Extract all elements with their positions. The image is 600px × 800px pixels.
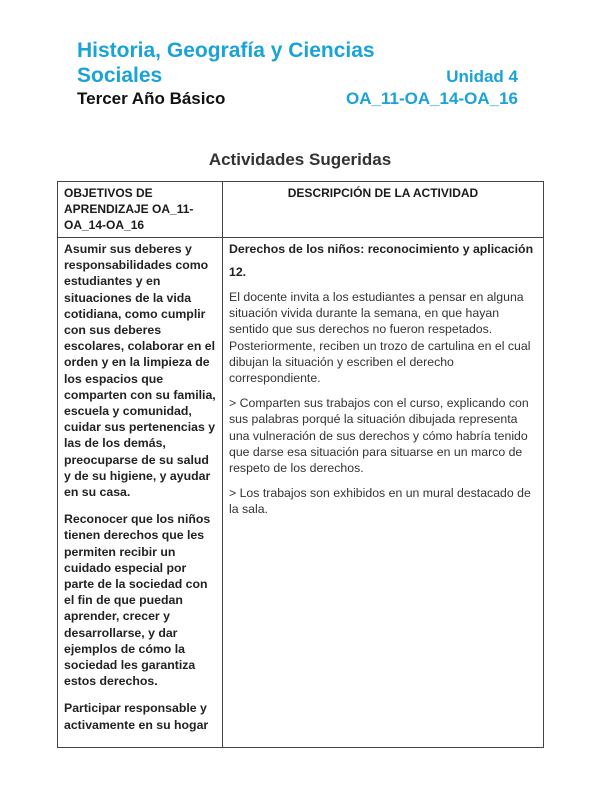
subject-title-line2: Sociales <box>77 64 163 87</box>
activity-paragraph: > Comparten sus trabajos con el curso, explicando con sus palabras porqué la situación dibujada representa una vulneración de sus derechos y cómo habría tenido que darse esa situación para situarse en un marco de respeto de los derechos. <box>229 396 529 476</box>
description-header: DESCRIPCIÓN DE LA ACTIVIDAD <box>223 182 544 238</box>
objectives-cell <box>58 238 223 748</box>
objective-item: Asumir sus deberes y responsabilidades como estudiantes y en situaciones de la vida cotidiana, como cumplir con sus deberes escolares, colaborar en el orden y en la limpieza de los espacios que comparten con su familia, escuela y comunidad, cuidar sus pertenencias y las de los demás, preocuparse de su salud y de su higiene, y ayudar en su casa. <box>64 242 216 500</box>
table-row <box>58 238 544 748</box>
activity-paragraph: > Los trabajos son exhibidos en un mural destacado de la sala. <box>229 486 531 517</box>
oa-codes-label: OA_11-OA_14-OA_16 <box>346 89 518 108</box>
activity-number: 12. <box>229 265 247 279</box>
objectives-header: OBJETIVOS DE APRENDIZAJE OA_11-OA_14-OA_16 <box>58 182 223 238</box>
activities-table <box>57 181 544 748</box>
objective-item: Reconocer que los niños tienen derechos que les permiten recibir un cuidado especial por parte de la sociedad con el fin de que puedan aprender, crecer y desarrollarse, y dar ejemplos de cómo la sociedad les garantiza estos derechos. <box>64 512 211 689</box>
activity-title: Derechos de los niños: reconocimiento y aplicación <box>229 242 534 256</box>
table-header-row <box>58 182 544 238</box>
description-cell <box>223 238 544 748</box>
grade-label: Tercer Año Básico <box>77 89 226 108</box>
subject-title-line1: Historia, Geografía y Ciencias <box>77 39 375 62</box>
subject-title-row <box>77 63 523 88</box>
activity-paragraph: El docente invita a los estudiantes a pensar en alguna situación vivida durante la semana, en que hayan sentido que sus derechos no fueron respetados. Posteriormente, reciben un trozo de cartulina en el cual dibujan la situación y escriben el derecho correspondiente. <box>229 290 531 386</box>
section-title: Actividades Sugeridas <box>208 150 392 169</box>
grade-row <box>77 89 523 109</box>
document-header <box>77 38 523 109</box>
objective-item: Participar responsable y activamente en su hogar <box>64 701 209 732</box>
unit-label: Unidad 4 <box>446 67 518 86</box>
